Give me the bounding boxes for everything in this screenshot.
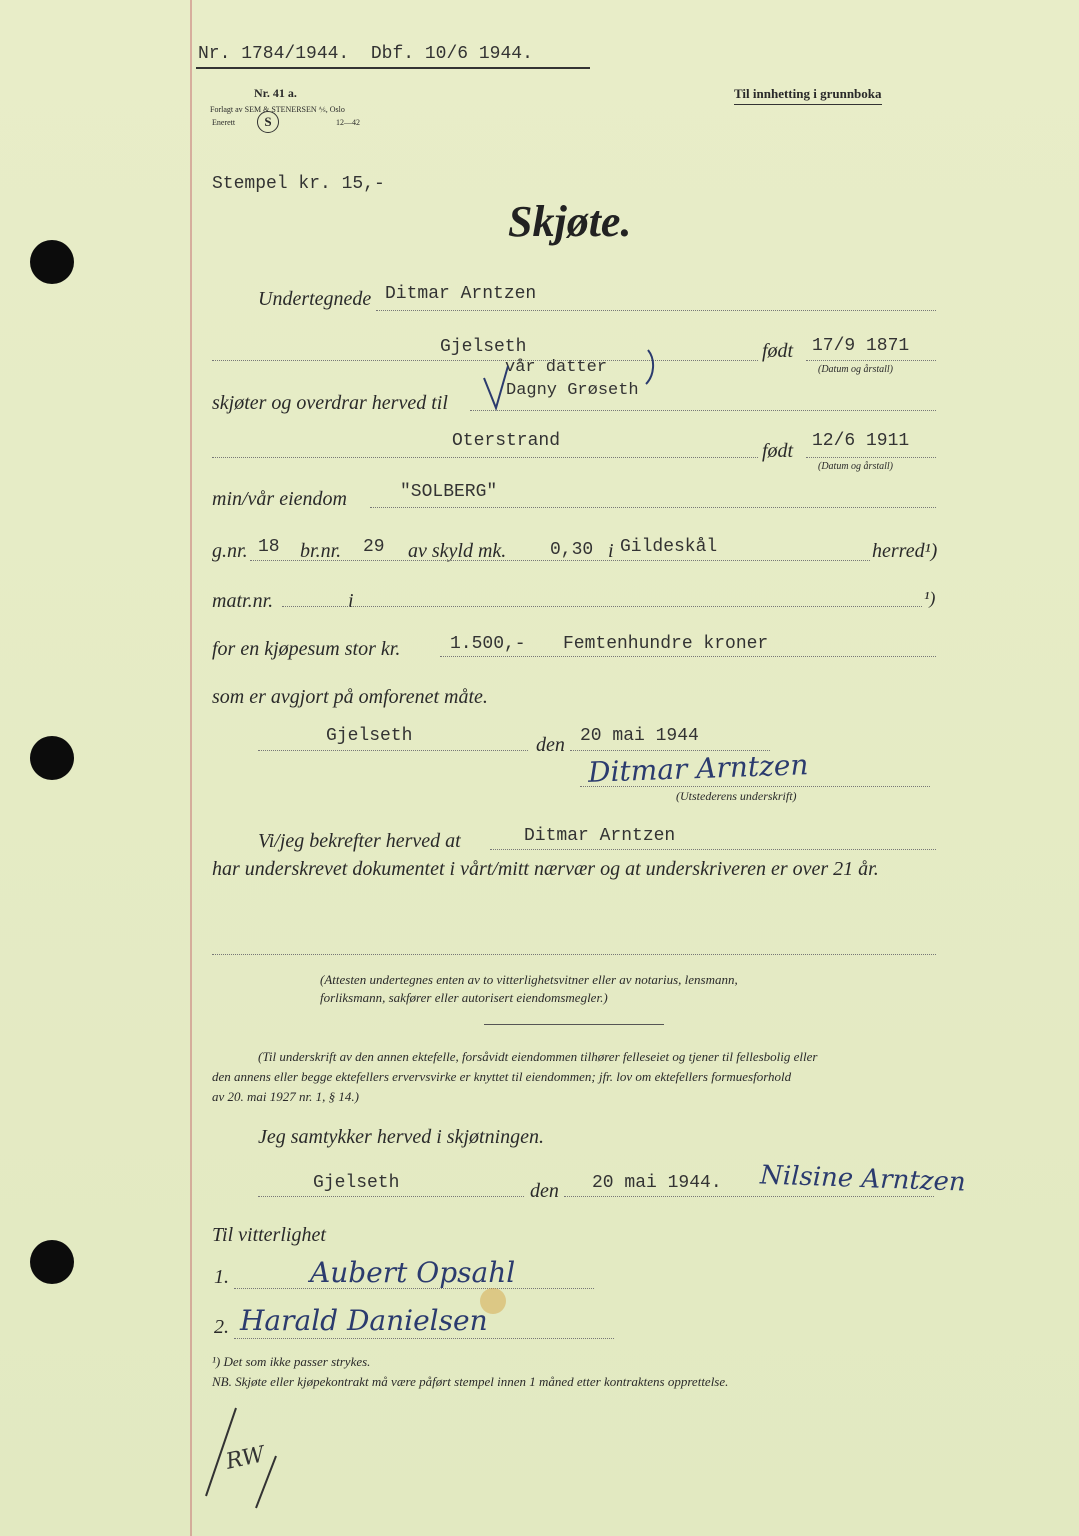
footnote-2: NB. Skjøte eller kjøpekontrakt må være påført stempel innen 1 måned etter kontraktens opprettelse. <box>212 1374 729 1389</box>
dotted-line <box>490 849 936 850</box>
attest-note-2: forliksmann, sakfører eller autorisert eiendomsmegler.) <box>320 990 608 1005</box>
den-label: den <box>536 734 565 756</box>
grunnbok-note: Til innhetting i grunnboka <box>734 86 882 105</box>
publisher-line: Forlagt av SEM & STENERSEN ⅍, Oslo <box>210 105 345 114</box>
fodt-label-2: født <box>762 440 794 462</box>
dotted-line <box>470 410 936 411</box>
stain <box>480 1288 506 1314</box>
buyer-name: Dagny Grøseth <box>506 381 639 400</box>
fodt-label: født <box>762 340 794 362</box>
consent-text: Jeg samtykker herved i skjøtningen. <box>258 1126 545 1148</box>
attest-text: har underskrevet dokumentet i vårt/mitt nærvær og at underskriveren er over 21 år. <box>212 858 879 880</box>
margin-rule <box>190 0 192 1536</box>
buyer-insert: vår datter <box>505 358 608 377</box>
dotted-line <box>258 750 528 751</box>
datum-note: (Datum og årstall) <box>818 364 893 375</box>
initials: RW <box>223 1442 267 1475</box>
divider <box>484 1024 664 1025</box>
buyer-born: 12/6 1911 <box>812 431 910 451</box>
buyer-place: Oterstrand <box>452 431 561 451</box>
registration-number: Nr. 1784/1944. Dbf. 10/6 1944. <box>198 44 533 64</box>
seller-name: Ditmar Arntzen <box>385 284 537 304</box>
consent-den-label: den <box>530 1180 559 1202</box>
punch-hole <box>30 240 74 284</box>
dotted-line <box>250 560 870 561</box>
dotted-line <box>212 457 758 458</box>
brnr-value: 29 <box>363 537 385 557</box>
publisher-enerett: Enerett <box>212 118 236 127</box>
reg-underline <box>196 67 590 69</box>
punch-hole <box>30 1240 74 1284</box>
spouse-signature: Nilsine Arntzen <box>759 1160 967 1198</box>
dotted-line <box>440 656 936 657</box>
footnote-1: ¹) Det som ikke passer strykes. <box>212 1354 371 1369</box>
consent-date: 20 mai 1944. <box>592 1173 722 1193</box>
dotted-line <box>234 1288 594 1289</box>
matr-label: matr.nr. <box>212 590 274 612</box>
transfer-label: skjøter og overdrar herved til <box>212 392 448 414</box>
matr-note: ¹) <box>924 588 936 608</box>
gnr-value: 18 <box>258 537 280 557</box>
publisher-logo-icon: S <box>257 111 279 133</box>
kjopesum-words: Femtenhundre kroner <box>563 634 769 654</box>
issuer-caption: (Utstederens underskrift) <box>676 789 797 803</box>
datum-note-2: (Datum og årstall) <box>818 461 893 472</box>
avgjort-text: som er avgjort på omforenet måte. <box>212 686 488 708</box>
herred-name: Gildeskål <box>620 537 718 557</box>
property-name: "SOLBERG" <box>400 482 498 502</box>
dotted-line <box>376 310 936 311</box>
witness-2-number: 2. <box>214 1316 229 1338</box>
brnr-label: br.nr. <box>300 540 342 562</box>
punch-hole <box>30 736 74 780</box>
herred-label: herred¹) <box>872 540 938 562</box>
dotted-line <box>234 1338 614 1339</box>
dotted-line <box>258 1196 524 1197</box>
dotted-line <box>370 507 936 508</box>
dotted-line <box>806 360 936 361</box>
signing-place: Gjelseth <box>326 726 413 746</box>
skyld-value: 0,30 <box>550 540 594 560</box>
spouse-note: (Til underskrift av den annen ektefelle, forsåvidt eiendommen tilhører felleseiet og tjener til fellesbolig eller <box>258 1049 818 1064</box>
witness-1-signature: Aubert Opsahl <box>310 1256 516 1289</box>
spouse-note-2: den annens eller begge ektefellers ervervsvirke er knyttet til eiendommen; jfr. lov om ektefellers formuesforhold <box>212 1069 792 1084</box>
eiendom-label: min/vår eiendom <box>212 488 347 510</box>
attest-label: Vi/jeg bekrefter herved at <box>258 830 461 852</box>
dotted-line <box>282 606 922 607</box>
witness-label: Til vitterlighet <box>212 1224 326 1246</box>
spouse-note-3: av 20. mai 1927 nr. 1, § 14.) <box>212 1089 359 1104</box>
dotted-line <box>564 1196 934 1197</box>
skyld-label: av skyld mk. <box>408 540 507 562</box>
kjopesum-label: for en kjøpesum stor kr. <box>212 638 401 660</box>
kjopesum-value: 1.500,- <box>450 634 526 654</box>
witness-1-number: 1. <box>214 1266 229 1288</box>
matr-i-label: i <box>348 590 354 612</box>
i-label: i <box>608 540 614 562</box>
dotted-line <box>806 457 936 458</box>
seller-born: 17/9 1871 <box>812 336 910 356</box>
issuer-signature: Ditmar Arntzen <box>587 748 809 789</box>
form-number: Nr. 41 a. <box>254 86 297 100</box>
dotted-line <box>580 786 930 787</box>
witness-2-signature: Harald Danielsen <box>240 1304 488 1337</box>
undertegnede-label: Undertegnede <box>258 288 372 310</box>
publisher-date: 12—42 <box>336 118 360 127</box>
attest-signature-line <box>212 954 936 955</box>
seller-place: Gjelseth <box>440 337 527 357</box>
stamp-fee: Stempel kr. 15,- <box>212 174 385 194</box>
attest-note: (Attesten undertegnes enten av to vitterlighetsvitner eller av notarius, lensmann, <box>320 972 738 987</box>
attest-name: Ditmar Arntzen <box>524 826 676 846</box>
signing-date: 20 mai 1944 <box>580 726 699 746</box>
document-title: Skjøte. <box>508 197 632 246</box>
gnr-label: g.nr. <box>212 540 248 562</box>
consent-place: Gjelseth <box>313 1173 400 1193</box>
